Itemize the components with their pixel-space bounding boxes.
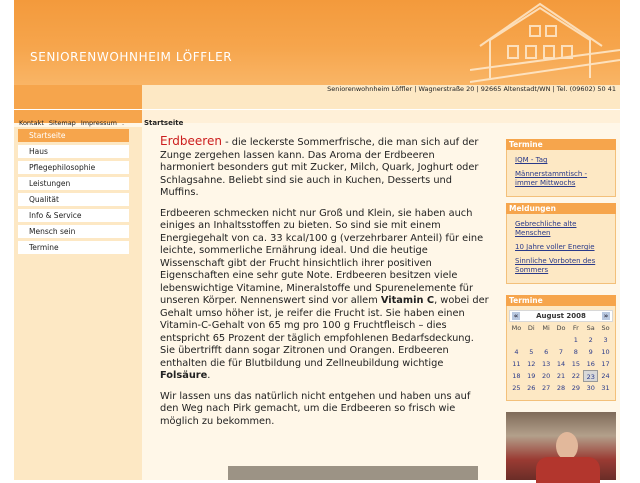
kontakt-link[interactable]: Kontakt: [19, 119, 44, 127]
calendar-day[interactable]: 27: [541, 384, 551, 392]
paragraph-nutrition: [160, 208, 490, 383]
calendar-empty-cell: [554, 334, 569, 346]
calendar-day[interactable]: 8: [573, 348, 578, 356]
termine-list: [506, 150, 616, 197]
sidebar-item-startseite[interactable]: Startseite: [18, 129, 129, 142]
termine-link-stammtisch[interactable]: Männerstammtisch - immer Mittwochs: [515, 170, 588, 187]
calendar-month: August 2008: [536, 312, 586, 320]
sidebar-item-qualitaet[interactable]: Qualität: [18, 193, 129, 206]
termine-box: [506, 139, 616, 197]
sidebar-item-leistungen[interactable]: Leistungen: [18, 177, 129, 190]
calendar-day[interactable]: 29: [571, 384, 580, 392]
calendar-day[interactable]: 24: [601, 372, 610, 380]
calendar-day[interactable]: 6: [544, 348, 549, 356]
vitamin-c-bold: Vitamin C: [380, 295, 435, 306]
calendar-day[interactable]: 25: [512, 384, 521, 392]
calendar-day[interactable]: 9: [588, 348, 593, 356]
nutrition-text-c: .: [207, 370, 211, 381]
photo-face: [556, 432, 578, 460]
calendar-day[interactable]: 19: [527, 372, 536, 380]
paragraph-pirk: Wir lassen uns das natürlich nicht entgehen und haben uns auf den Weg nach Pirk gemacht, um die Erdbeeren so frisch wie möglich zu bekommen.: [160, 390, 471, 427]
calendar-day[interactable]: 4: [514, 348, 519, 356]
house-logo-icon: [470, 0, 620, 85]
strawberry-photo: [228, 466, 478, 480]
calendar-day[interactable]: 10: [601, 348, 610, 356]
highlight-erdbeeren: Erdbeeren: [160, 134, 222, 148]
calendar-title-bar: [509, 310, 613, 322]
calendar-day[interactable]: 2: [588, 336, 593, 344]
calendar-day[interactable]: 14: [556, 360, 566, 368]
calendar-day[interactable]: 16: [586, 360, 595, 368]
sidebar-item-termine[interactable]: Termine: [18, 241, 129, 254]
calendar-day[interactable]: 13: [541, 360, 551, 368]
address-text: Seniorenwohnheim Löffler | Wagnerstraße 20 | 92665 Altenstadt/WN | Tel. (09602) 50 41: [327, 85, 616, 93]
meldungen-list: [506, 214, 616, 284]
calendar-weekday: Di: [527, 324, 535, 332]
calendar: [509, 310, 613, 394]
nutrition-text-b: , wobei der Gehalt umso höher ist, je reifer die Frucht ist. Sie haben einen Vitamin-C-Gehalt von 65 mg pro 100 g Fruchtfleisch – dies entspricht 65 Prozent der täglich empfohlenen Bedarfsdeckung. Sie übertrifft dann sogar Zitronen und Orangen. Erdbeeren enthalten die für Blutbildung und Zellneubildung wichtige: [160, 295, 489, 369]
calendar-day[interactable]: 22: [571, 372, 580, 380]
calendar-day[interactable]: 21: [556, 372, 566, 380]
calendar-day[interactable]: 1: [573, 336, 578, 344]
calendar-day[interactable]: 11: [512, 360, 521, 368]
page: [14, 0, 620, 480]
termine-heading: Termine: [506, 139, 616, 150]
meldungen-heading: Meldungen: [506, 203, 616, 214]
sidebar-item-info-service[interactable]: Info & Service: [18, 209, 129, 222]
meldungen-box: [506, 203, 616, 284]
calendar-weekday: Fr: [572, 324, 579, 332]
calendar-day[interactable]: 28: [556, 384, 566, 392]
calendar-body: [506, 306, 616, 401]
calendar-box: [506, 295, 616, 401]
calendar-day[interactable]: 18: [512, 372, 521, 380]
calendar-day[interactable]: 5: [529, 348, 534, 356]
calendar-weekday: Do: [556, 324, 566, 332]
calendar-day[interactable]: 7: [558, 348, 564, 356]
calendar-empty-cell: [524, 334, 539, 346]
meldung-link-10-jahre[interactable]: 10 Jahre voller Energie: [515, 243, 595, 251]
calendar-prev-icon[interactable]: «: [513, 312, 519, 320]
toplinks-dot: .: [121, 119, 125, 127]
termine-link-iqm[interactable]: IQM - Tag: [515, 156, 548, 164]
sidebar-item-pflegephilosophie[interactable]: Pflegephilosophie: [18, 161, 129, 174]
photo-shirt: [536, 457, 600, 483]
top-links: [14, 109, 142, 127]
calendar-weekday: Mo: [511, 324, 522, 332]
meldung-link-gebrechliche[interactable]: Gebrechliche alte Menschen: [515, 220, 577, 237]
sidebar-item-haus[interactable]: Haus: [18, 145, 129, 158]
calendar-empty-cell: [539, 334, 554, 346]
calendar-empty-cell: [509, 334, 524, 346]
calendar-day[interactable]: 12: [527, 360, 536, 368]
calendar-day[interactable]: 3: [603, 336, 608, 344]
calendar-day[interactable]: 17: [601, 360, 610, 368]
calendar-grid: [509, 322, 613, 394]
calendar-day[interactable]: 15: [571, 360, 580, 368]
calendar-weekday: Sa: [586, 324, 595, 332]
nutrition-text-a: Erdbeeren schmecken nicht nur Groß und Klein, sie haben auch einiges an Inhaltsstoffen zu bieten. So sind sie mit einem Energiegehalt von ca. 33 kcal/100 g (verzehrbarer Anteil) für eine leichte, sommerliche Ernährung ideal. Und die heutige Wissenschaft gibt der Frucht hinsichtlich ihrer positiven Eigenschaften eine sehr gute Note. Erdbeeren besitzen viele lebenswichtige Vitamine, Mineralstoffe und Spurenelemente für unseren Körper. Nennenswert sind vor allem: [160, 207, 484, 306]
main-content: [160, 135, 490, 436]
calendar-day[interactable]: 26: [527, 384, 536, 392]
sidebar-item-mensch-sein[interactable]: Mensch sein: [18, 225, 129, 238]
calendar-weekday: So: [601, 324, 610, 332]
sidebar: [14, 127, 142, 480]
sitemap-link[interactable]: Sitemap: [48, 119, 76, 127]
calendar-day[interactable]: 23: [583, 370, 598, 382]
folsaeure-bold: Folsäure: [160, 370, 208, 381]
calendar-next-icon[interactable]: »: [603, 312, 609, 320]
breadcrumb: [142, 109, 620, 127]
calendar-weekday: Mi: [542, 324, 550, 332]
meldung-link-sommer[interactable]: Sinnliche Vorboten des Sommers: [515, 257, 596, 274]
calendar-day[interactable]: 30: [586, 384, 595, 392]
intro-text: - die leckerste Sommerfrische, die man sich auf der Zunge zergehen lassen kann. Das Aroma der Erdbeeren harmoniert besonders gut mit Zucker, Milch, Quark, Joghurt oder Schlagsahne. Beliebt sind sie auch in Kuchen, Desserts und Muffins.: [160, 137, 479, 198]
breadcrumb-startseite[interactable]: Startseite: [144, 119, 184, 127]
calendar-heading: Termine: [506, 295, 616, 306]
calendar-day[interactable]: 31: [601, 384, 610, 392]
residents-photo: [506, 412, 616, 480]
calendar-day[interactable]: 20: [541, 372, 551, 380]
header-banner: [14, 0, 620, 85]
impressum-link[interactable]: Impressum: [80, 119, 117, 127]
site-title[interactable]: SENIORENWOHNHEIM LÖFFLER: [30, 50, 233, 64]
paragraph-intro: [160, 135, 490, 200]
address-bar-left: [14, 85, 142, 109]
